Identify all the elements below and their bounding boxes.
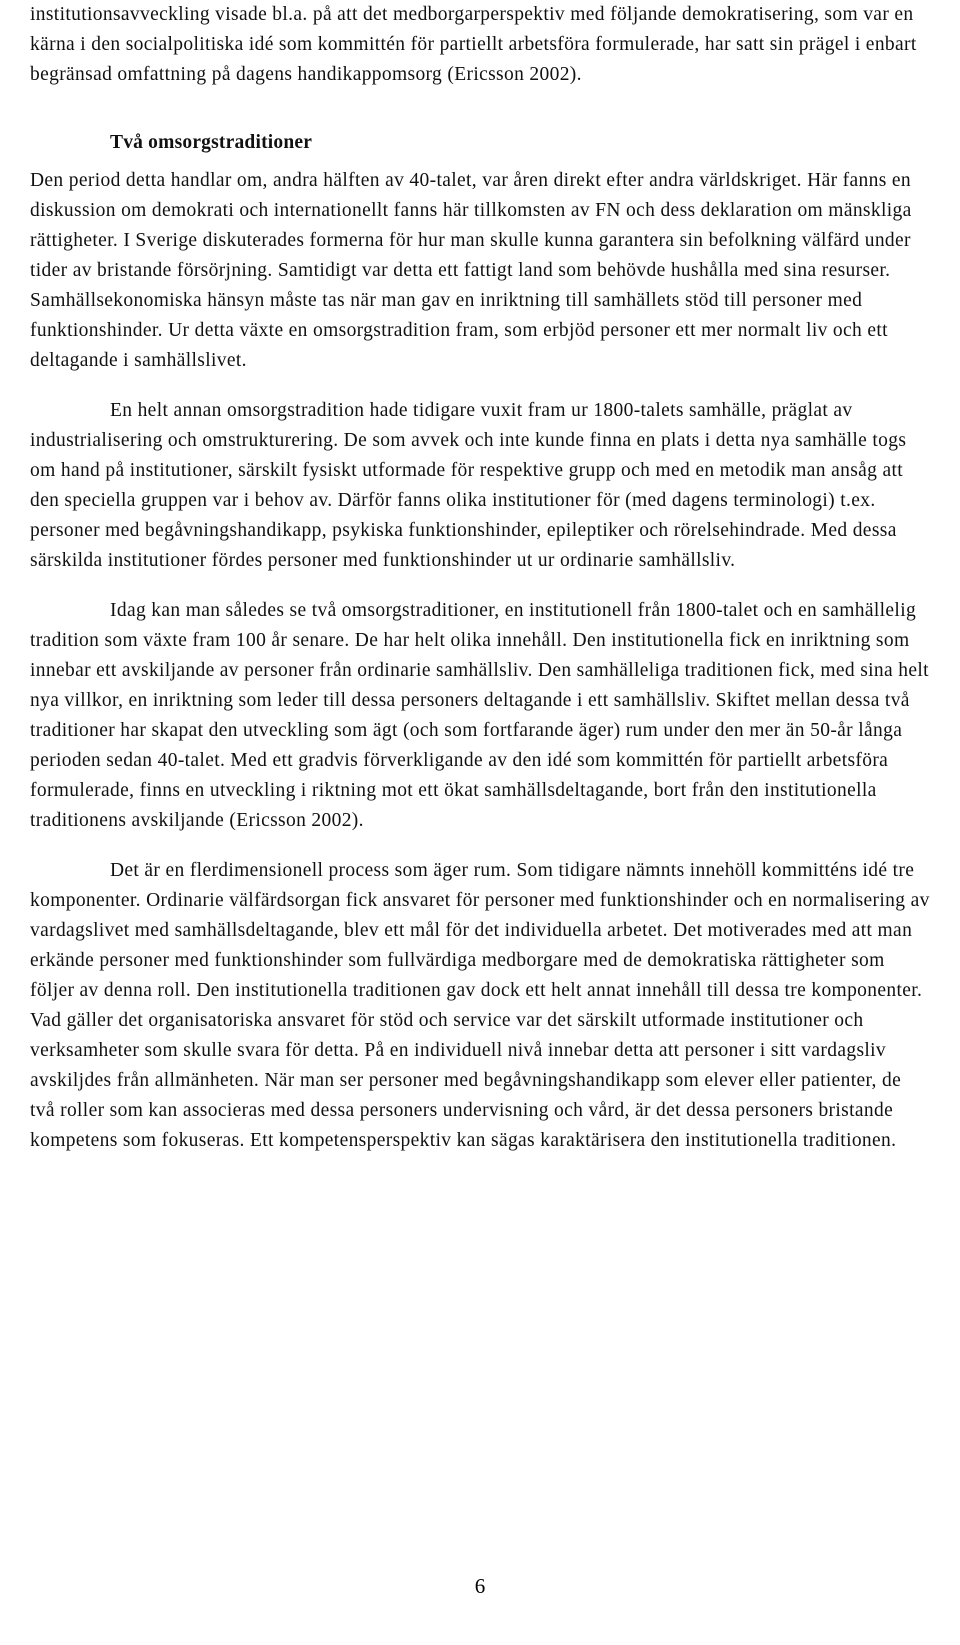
body-paragraph-5: Det är en flerdimensionell process som äger rum. Som tidigare nämnts innehöll kommitténs idé tre komponenter. Ordinarie välfärdsorgan fick ansvaret för personer med funktionshinder och en normalisering av vardagslivet med samhällsdeltagande, blev ett mål för det individuella arbetet. Det motiverades med att man erkände personer med funktionshinder som fullvärdiga medborgare med de demokratiska rättigheter som följer av denna roll. Den institutionella traditionen gav dock ett helt annat innehåll till dessa tre komponenter. Vad gäller det organisatoriska ansvaret för stöd och service var det särskilt utformade institutioner och verksamheter som skulle svara för detta. På en individuell nivå innebar detta att personer i sitt vardagsliv avskiljdes från allmänheten. När man ser personer med begåvningshandikapp som elever eller patienter, de två roller som kan associeras med dessa personers undervisning och vård, är det dessa personers bristande kompetens som fokuseras. Ett kompetensperspektiv kan sägas karaktärisera den institutionella traditionen. [30,860,930,1151]
body-paragraph-3: En helt annan omsorgstradition hade tidigare vuxit fram ur 1800-talets samhälle, präglat av industrialisering och omstrukturering. De som avvek och inte kunde finna en plats i detta nya samhälle togs om hand på institutioner, särskilt fysiskt utformade för respektive grupp och med en metodik man ansåg att den speciella gruppen var i behov av. Därför fanns olika institutioner för (med dagens terminologi) t.ex. personer med begåvningshandikapp, psykiska funktionshinder, epileptiker och rörelsehindrade. Med dessa särskilda institutioner fördes personer med funktionshinder ut ur ordinarie samhällsliv. [30,400,907,571]
page-number: 6 [474,1574,486,1598]
intro-paragraph: institutionsavveckling visade bl.a. på att det medborgarperspektiv med följande demokratisering, som var en kärna i den socialpolitiska idé som kommittén för partiellt arbetsföra formulerade, har satt sin prägel i enbart begränsad omfattning på dagens handikappomsorg (Ericsson 2002). [30,4,917,85]
body-paragraph-2: Den period detta handlar om, andra hälften av 40-talet, var åren direkt efter andra världskriget. Här fanns en diskussion om demokrati och internationellt fanns här tillkomsten av FN och dess deklaration om mänskliga rättigheter. I Sverige diskuterades formerna för hur man skulle kunna garantera sin befolkning välfärd under tider av bristande försörjning. Samtidigt var detta ett fattigt land som behövde hushålla med sina resurser. Samhällsekonomiska hänsyn måste tas när man gav en inriktning till samhällets stöd till personer med funktionshinder. Ur detta växte en omsorgstradition fram, som erbjöd personer ett mer normalt liv och ett deltagande i samhällslivet. [30,170,912,371]
body-paragraph-4: Idag kan man således se två omsorgstraditioner, en institutionell från 1800-talet och en samhällelig tradition som växte fram 100 år senare. De har helt olika innehåll. Den institutionella fick en inriktning som innebar ett avskiljande av personer från ordinarie samhällsliv. Den samhälleliga traditionen fick, med sina helt nya villkor, en inriktning som leder till dessa personers deltagande i ett samhällsliv. Skiftet mellan dessa två traditioner har skapat den utveckling som ägt (och som fortfarande äger) rum under den mer än 50-år långa perioden sedan 40-talet. Med ett gradvis förverkligande av den idé som kommittén för partiellt arbetsföra formulerade, finns en utveckling i riktning mot ett ökat samhällsdeltagande, bort från den institutionella traditionens avskiljande (Ericsson 2002). [30,600,929,831]
section-heading: Två omsorgstraditioner [110,132,313,153]
